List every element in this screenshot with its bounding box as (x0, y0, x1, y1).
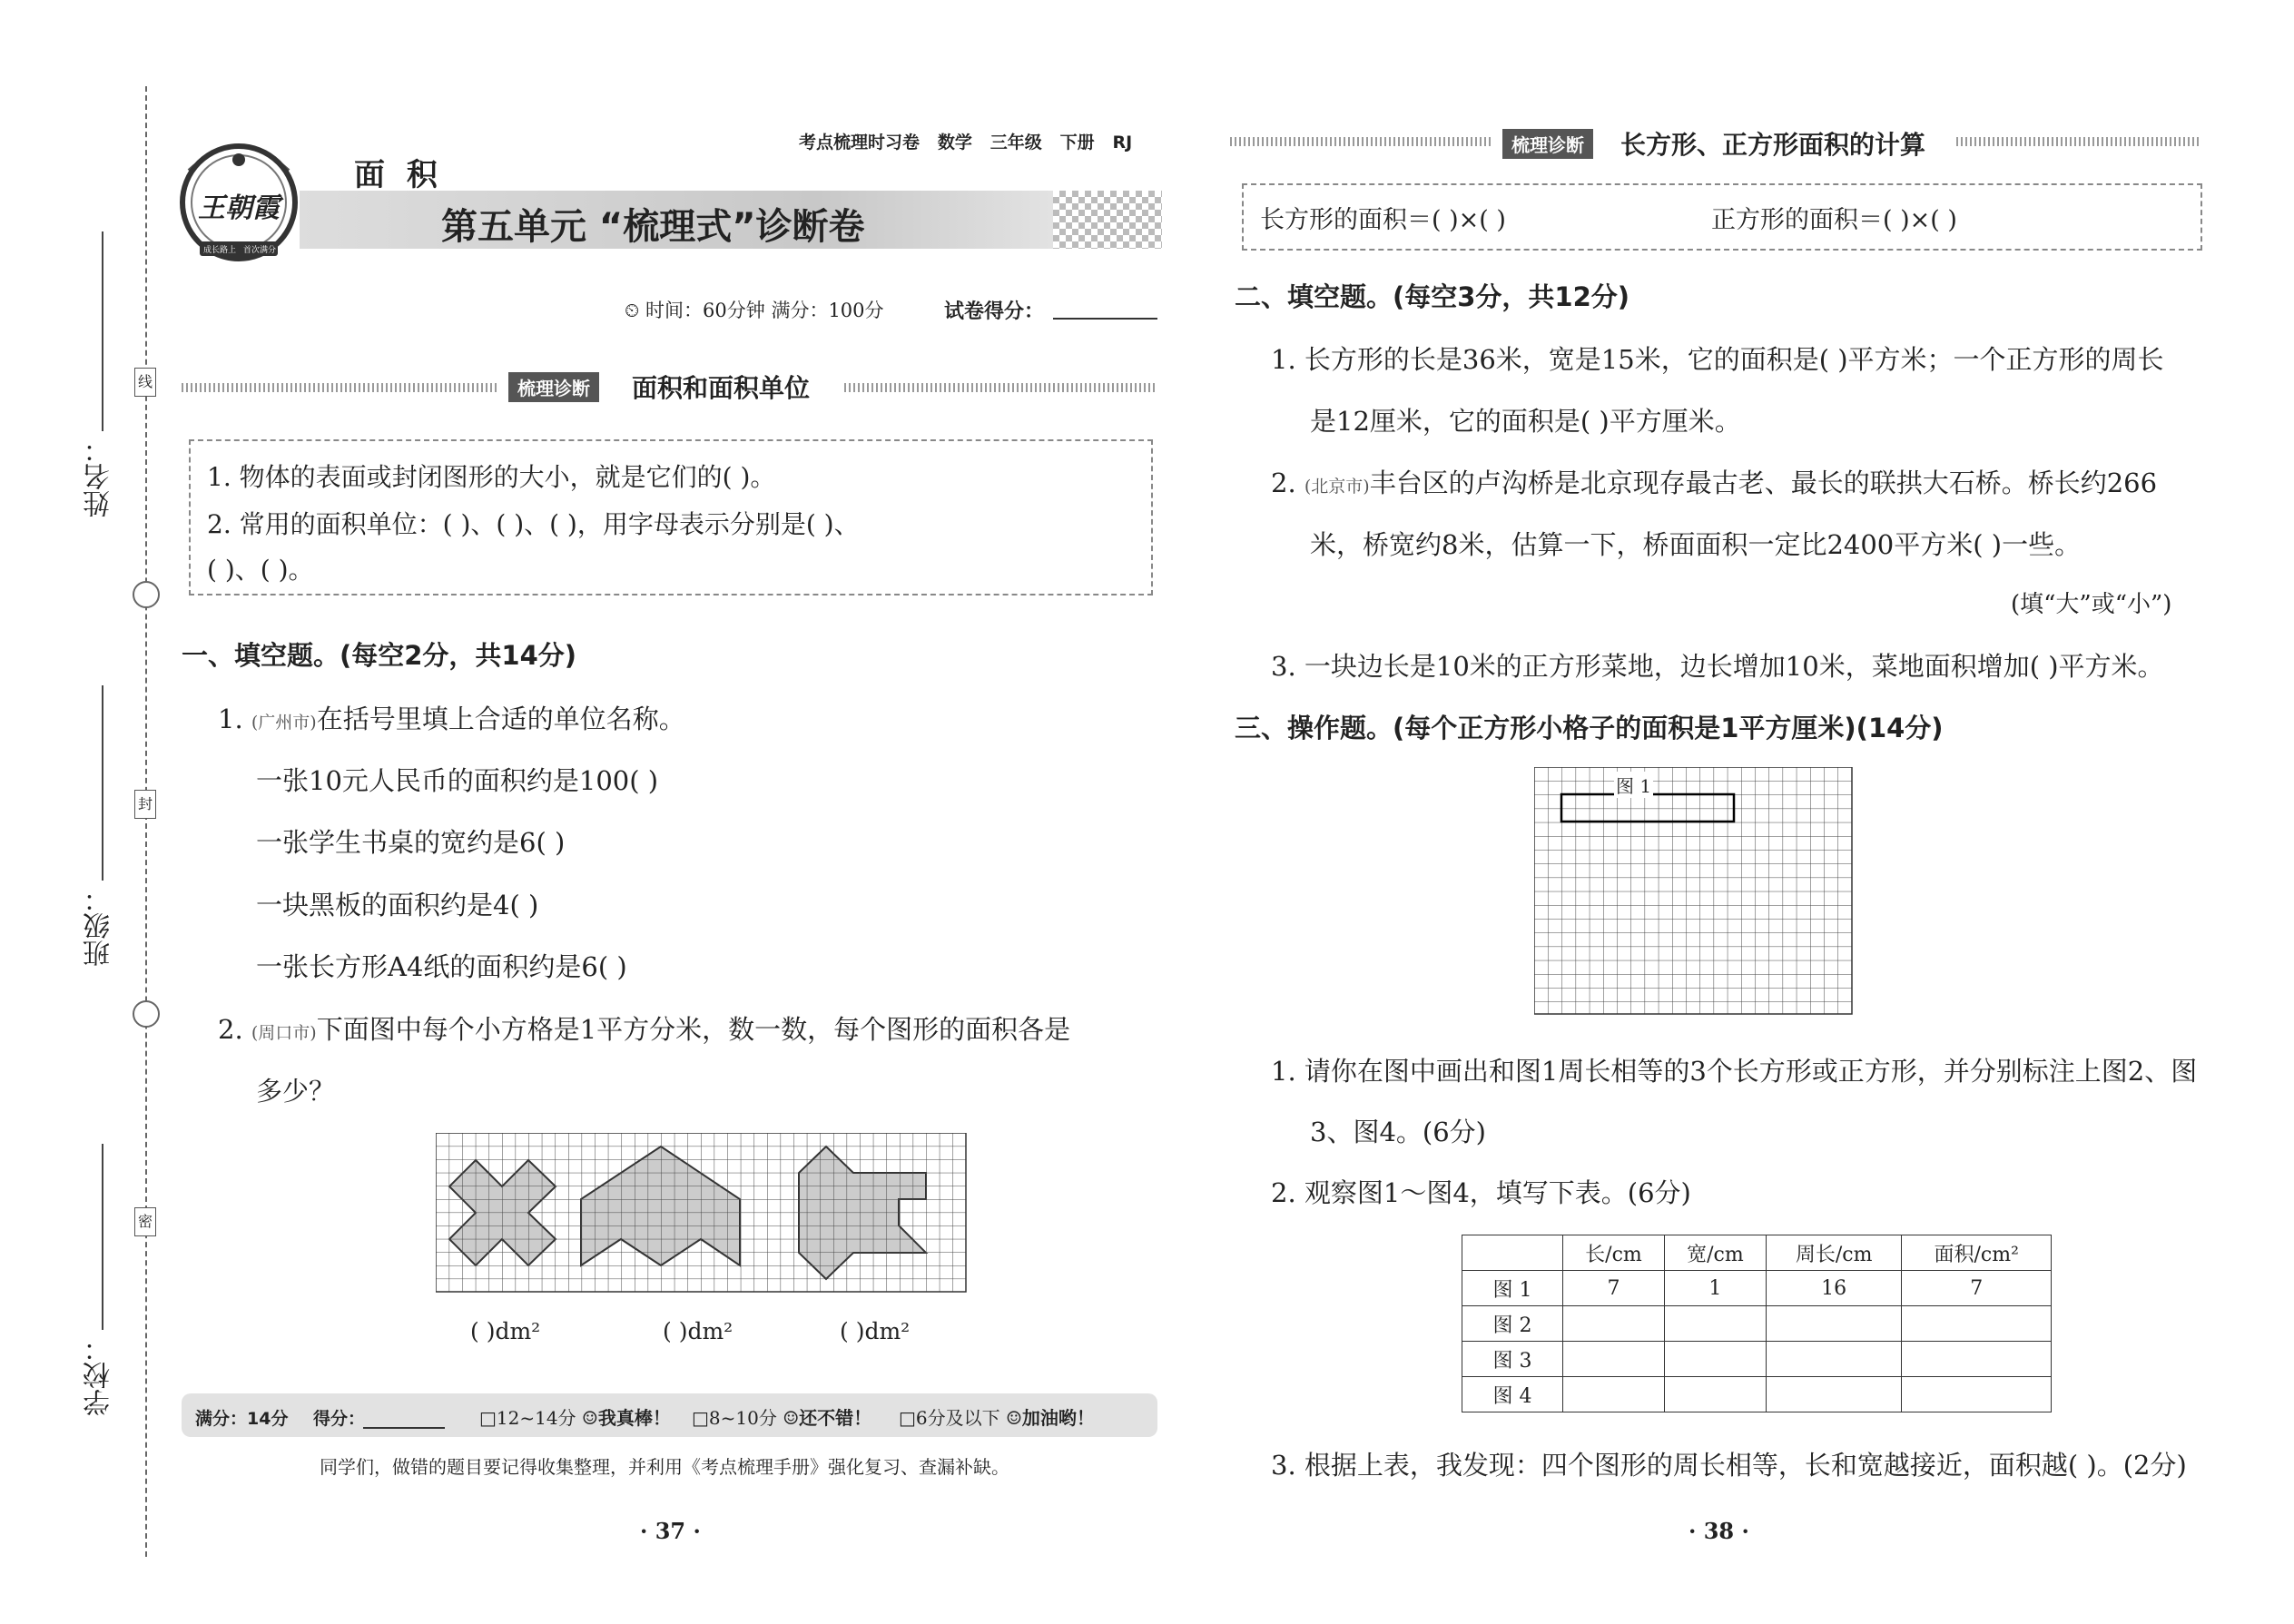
grade: 三年级 (989, 133, 1042, 153)
section-badge: 梳理诊断 (508, 372, 599, 402)
question-text: 是12厘米，它的面积是( )平方厘米。 (1310, 406, 1741, 437)
logo-sub-left: 成长路上 (203, 246, 237, 255)
review-line: 1. 物体的表面或封闭图形的大小，就是它们的( )。 (207, 462, 776, 492)
page-number-right: · 38 · (1689, 1518, 1749, 1544)
question-text: 1. 请你在图中画出和图1周长相等的3个长方形或正方形，并分别标注上图2、图 (1271, 1056, 2198, 1087)
table-row (1462, 1342, 2052, 1377)
rect-area-formula: 长方形的面积＝( )×( ) (1260, 206, 1506, 234)
question-text: 3. 根据上表，我发现：四个图形的周长相等，长和宽越接近，面积越( )。(2分) (1271, 1450, 2187, 1481)
series-info (799, 129, 1132, 153)
question-text: 3. 一块边长是10米的正方形菜地，边长增加10米，菜地面积增加( )平方米。 (1271, 651, 2164, 682)
part3-title: 三、操作题。(每个正方形小格子的面积是1平方厘米)(14分) (1235, 713, 1944, 743)
eval-option-3[interactable] (899, 1403, 1095, 1430)
table-cell: 7 (1563, 1271, 1665, 1306)
review-line: ( )、( )。 (207, 555, 314, 585)
question-2: 2. (北京市)丰台区的卢沟桥是北京现存最古老、最长的联拱大石桥。桥长约266 (1271, 468, 2158, 498)
tip-text: 同学们，做错的题目要记得收集整理，并利用《考点梳理手册》强化复习、查漏补缺。 (320, 1456, 1009, 1478)
smile-icon: ☺ (581, 1407, 598, 1429)
fill-item: 一张长方形A4纸的面积约是6( ) (256, 951, 627, 982)
question-text: 1. 长方形的长是36米，宽是15米，它的面积是( )平方米；一个正方形的周长 (1271, 344, 2164, 375)
table-cell: 图 1 (1462, 1271, 1563, 1306)
region-tag: (周口市) (251, 1023, 317, 1043)
time-info: ⏲ 时间：60分钟 满分：100分 (625, 300, 884, 321)
part1-title: 一、填空题。(每空2分，共14分) (182, 640, 577, 671)
question-text: 米，桥宽约8米，估算一下，桥面面积一定比2400平方米( )一些。 (1310, 529, 2082, 560)
section-title: 面积和面积单位 (632, 373, 811, 403)
section-rule (1956, 137, 2201, 146)
figure-answer: ( )dm² (470, 1318, 541, 1344)
grid-figure-label: 图 1 (1614, 772, 1653, 798)
class-label: 班级： (84, 885, 115, 967)
eval-option-label: □8~10分 (692, 1407, 777, 1429)
region-tag: (北京市) (1304, 477, 1370, 497)
score-label: 试卷得分： (944, 300, 1045, 323)
eval-option-msg: 我真棒！ (597, 1407, 671, 1429)
subject: 数学 (937, 133, 972, 153)
table-cell-input[interactable] (1766, 1377, 1902, 1412)
logo-text: 王朝霞 (198, 192, 280, 224)
table-cell-input[interactable] (1664, 1306, 1766, 1342)
table-cell-input[interactable] (1766, 1306, 1902, 1342)
binding-tag-mi: 密 (134, 1207, 156, 1236)
question-text: 2. 观察图1～图4，填写下表。(6分) (1271, 1177, 1691, 1208)
table-cell-input[interactable] (1902, 1342, 2052, 1377)
footer-full-score: 满分：14分 (195, 1409, 289, 1429)
question-1: 1. (广州市)在括号里填上合适的单位名称。 (218, 704, 685, 734)
table-cell: 图 4 (1462, 1377, 1563, 1412)
logo-sub-right: 首次满分 (243, 246, 277, 255)
volume: 下册 (1059, 133, 1095, 153)
fill-item: 一张10元人民币的面积约是100( ) (256, 765, 659, 796)
table-row (1462, 1271, 2052, 1306)
school-label: 学校： (84, 1334, 115, 1416)
fill-item: 一块黑板的面积约是4( ) (256, 890, 539, 920)
question-text: 下面图中每个小方格是1平方分米，数一数，每个图形的面积各是 (316, 1014, 1071, 1045)
score-input-line[interactable] (1053, 318, 1157, 320)
drawing-grid[interactable] (1534, 767, 1856, 1018)
area-figures-grid (436, 1133, 980, 1294)
table-header: 面积/cm² (1902, 1235, 2052, 1271)
question-2: 2. (周口市)下面图中每个小方格是1平方分米，数一数，每个图形的面积各是 (218, 1014, 1071, 1045)
table-row (1462, 1306, 2052, 1342)
exam-title: 第五单元 “梳理式”诊断卷 (441, 206, 865, 248)
figure-answer: ( )dm² (840, 1318, 911, 1344)
question-text: 3、图4。(6分) (1310, 1117, 1486, 1147)
part2-title: 二、填空题。(每空3分，共12分) (1235, 281, 1630, 312)
table-cell: 图 3 (1462, 1342, 1563, 1377)
binding-hole-icon (133, 581, 160, 608)
table-cell-input[interactable] (1766, 1342, 1902, 1377)
binding-dashed-line (145, 86, 147, 1557)
table-cell: 图 2 (1462, 1306, 1563, 1342)
results-table (1462, 1235, 2052, 1412)
series-name: 考点梳理时习卷 (799, 133, 921, 153)
region-tag: (广州市) (251, 713, 317, 733)
section-rule (182, 383, 499, 392)
eval-option-2[interactable] (692, 1403, 871, 1430)
square-area-formula: 正方形的面积＝( )×( ) (1711, 206, 1957, 234)
neutral-face-icon: ☺ (783, 1407, 800, 1429)
table-header (1462, 1235, 1563, 1271)
fill-item: 一张学生书桌的宽约是6( ) (256, 827, 566, 858)
table-cell-input[interactable] (1664, 1377, 1766, 1412)
eval-option-label: □6分及以下 (899, 1407, 1000, 1429)
question-text: 丰台区的卢沟桥是北京现存最古老、最长的联拱大石桥。桥长约266 (1369, 468, 2158, 498)
table-cell-input[interactable] (1563, 1377, 1665, 1412)
table-header: 长/cm (1563, 1235, 1665, 1271)
binding-hole-icon (133, 1000, 160, 1028)
eval-option-msg: 还不错！ (799, 1407, 872, 1429)
table-cell-input[interactable] (1902, 1306, 2052, 1342)
eval-option-msg: 加油哟！ (1021, 1407, 1095, 1429)
question-text: 在括号里填上合适的单位名称。 (316, 704, 685, 734)
table-cell-input[interactable] (1563, 1306, 1665, 1342)
footer-score-label: 得分： (313, 1409, 366, 1429)
class-input-line[interactable] (102, 685, 103, 881)
section-badge: 梳理诊断 (1502, 129, 1593, 159)
title-banner-checker (1053, 191, 1162, 249)
binding-tag-xian: 线 (134, 368, 156, 397)
table-cell: 16 (1766, 1271, 1902, 1306)
table-header: 周长/cm (1766, 1235, 1902, 1271)
footer-score-input[interactable] (363, 1427, 445, 1429)
table-cell: 7 (1902, 1271, 2052, 1306)
name-input-line[interactable] (102, 231, 103, 431)
name-label: 姓名： (84, 436, 115, 517)
table-cell-input[interactable] (1563, 1342, 1665, 1377)
figure-answer: ( )dm² (663, 1318, 733, 1344)
table-header: 宽/cm (1664, 1235, 1766, 1271)
brand-logo (171, 134, 307, 271)
table-header-row (1462, 1235, 2052, 1271)
binding-tag-feng: 封 (134, 790, 156, 819)
table-cell-input[interactable] (1902, 1377, 2052, 1412)
cheer-face-icon: ☺ (1005, 1407, 1022, 1429)
section-rule (1230, 137, 1493, 146)
topic-title: 面 积 (354, 157, 443, 193)
hint-text: (填“大”或“小”) (2011, 591, 2172, 618)
school-input-line[interactable] (102, 1144, 103, 1330)
section-title: 长方形、正方形面积的计算 (1620, 130, 1926, 160)
review-line: 2. 常用的面积单位：( )、( )、( )，用字母表示分别是( )、 (207, 509, 860, 539)
eval-option-1[interactable] (479, 1403, 671, 1430)
edition: RJ (1112, 133, 1133, 153)
table-cell-input[interactable] (1664, 1342, 1766, 1377)
question-text-cont: 多少？ (256, 1076, 336, 1107)
page-number-left: · 37 · (640, 1518, 701, 1544)
section-rule (844, 383, 1157, 392)
table-cell: 1 (1664, 1271, 1766, 1306)
table-row (1462, 1377, 2052, 1412)
eval-option-label: □12~14分 (479, 1407, 576, 1429)
